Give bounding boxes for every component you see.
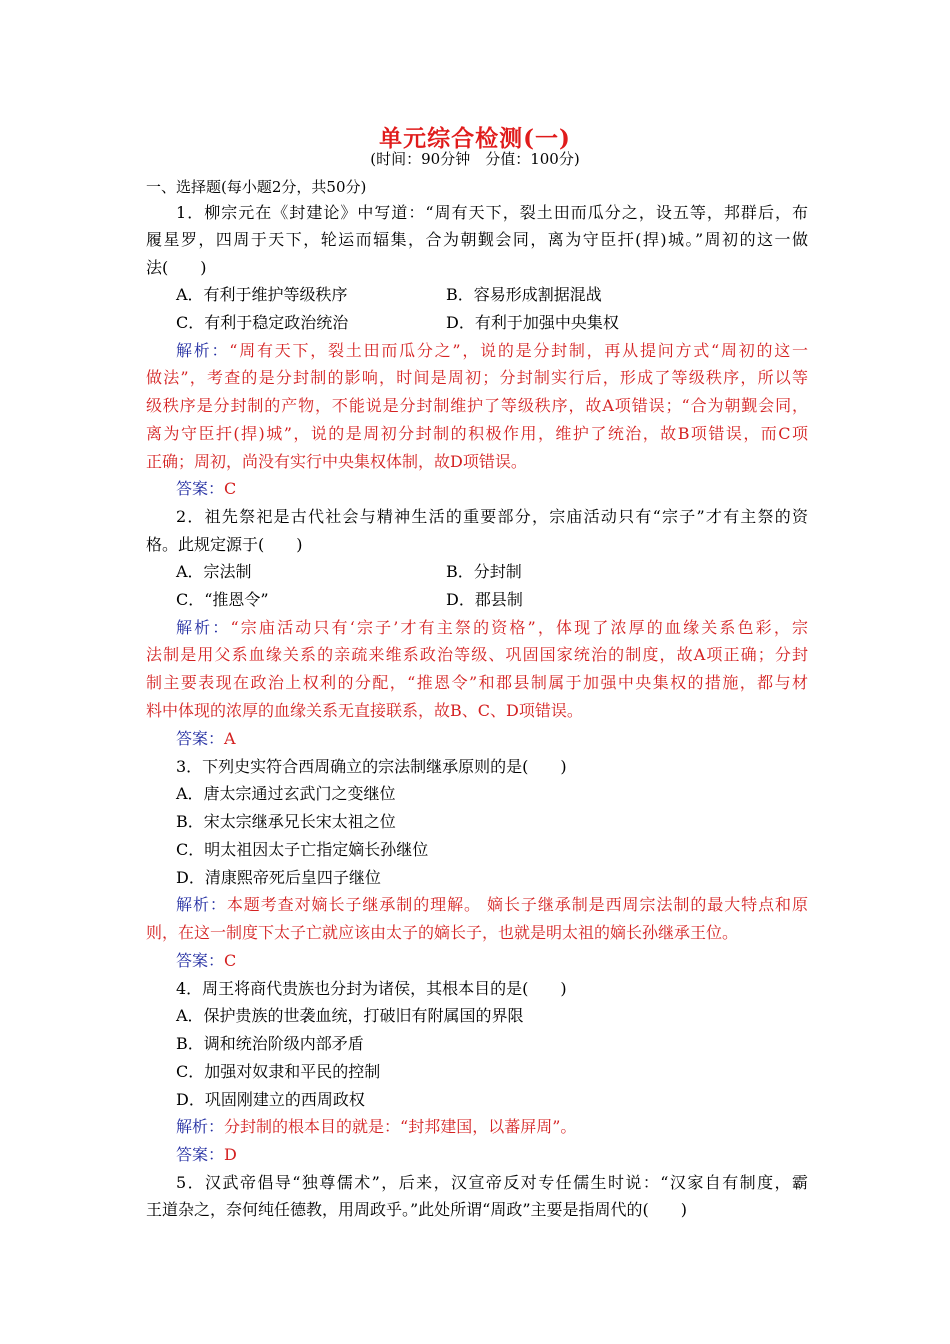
analysis-text: 分封制的根本目的就是：“封邦建国，以蕃屏周”。 <box>224 1117 577 1136</box>
q3-option-a: A．唐太宗通过玄武门之变继位 <box>176 784 396 803</box>
q1-analysis <box>176 341 808 361</box>
q1-option-c: C．有利于稳定政治统治 <box>176 313 349 332</box>
analysis-label: 解析： <box>176 895 227 914</box>
q4-stem-line: 4．周王将商代贵族也分封为诸侯，其根本目的是( ) <box>176 979 567 998</box>
q4-answer <box>176 1145 237 1165</box>
q2-option-a: A．宗法制 <box>176 562 252 581</box>
answer-value: A <box>224 729 236 748</box>
q3-option-c: C．明太祖因太子亡指定嫡长孙继位 <box>176 840 429 859</box>
q3-analysis <box>176 895 808 915</box>
analysis-text: 制主要表现在政治上权利的分配，“推恩令”和郡县制属于加强中央集权的措施，都与材 <box>146 673 808 692</box>
answer-label: 答案： <box>176 951 225 970</box>
q4-analysis <box>176 1117 576 1137</box>
q1-option-d: D．有利于加强中央集权 <box>446 313 619 332</box>
answer-value: D <box>224 1145 237 1164</box>
q2-analysis <box>176 618 808 638</box>
q2-option-d: D．郡县制 <box>446 590 523 609</box>
q2-stem-line: 2．祖先祭祀是古代社会与精神生活的重要部分，宗庙活动只有“宗子”才有主祭的资 <box>176 507 808 526</box>
page-title: 单元综合检测(一) <box>379 125 571 152</box>
q4-option-d: D．巩固刚建立的西周政权 <box>176 1090 365 1109</box>
analysis-text: 做法”，考查的是分封制的影响，时间是周初；分封制实行后，形成了等级秩序，所以等 <box>146 368 808 387</box>
analysis-text: 级秩序是分封制的产物，不能说是分封制维护了等级秩序，故A项错误；“合为朝觐会同， <box>146 396 808 415</box>
q4-option-c: C．加强对奴隶和平民的控制 <box>176 1062 381 1081</box>
q1-stem-line: 履星罗，四周于天下，轮运而辐集，合为朝觐会同，离为守臣扞(捍)城。”周初的这一做 <box>146 230 808 249</box>
analysis-text: 离为守臣扞(捍)城”，说的是周初分封制的积极作用，维护了统治，故B项错误，而C项 <box>146 424 808 443</box>
analysis-text: 法制是用父系血缘关系的亲疏来维系政治等级、巩固国家统治的制度，故A项正确；分封 <box>146 645 808 664</box>
q1-option-a: A．有利于维护等级秩序 <box>176 285 348 304</box>
q5-stem-line: 王道杂之，奈何纯任德教，用周政乎。”此处所谓“周政”主要是指周代的( ) <box>146 1200 688 1219</box>
answer-value: C <box>224 951 237 970</box>
q2-option-c: C．“推恩令” <box>176 590 269 609</box>
answer-label: 答案： <box>176 729 225 748</box>
q2-answer <box>176 729 236 749</box>
q1-stem-line: 1．柳宗元在《封建论》中写道：“周有天下，裂土田而瓜分之，设五等，邦群后，布 <box>176 203 808 222</box>
q3-option-b: B．宋太宗继承兄长宋太祖之位 <box>176 812 396 831</box>
analysis-label: 解析： <box>176 1117 225 1136</box>
exam-info: (时间：90分钟 分值：100分) <box>370 150 580 168</box>
q1-answer <box>176 479 236 499</box>
q3-option-d: D．清康熙帝死后皇四子继位 <box>176 868 381 887</box>
analysis-text: “宗庙活动只有‘宗子’才有主祭的资格”，体现了浓厚的血缘关系色彩，宗 <box>230 618 808 637</box>
q4-option-b: B．调和统治阶级内部矛盾 <box>176 1034 364 1053</box>
q4-option-a: A．保护贵族的世袭血统，打破旧有附属国的界限 <box>176 1006 524 1025</box>
q1-option-b: B．容易形成割据混战 <box>446 285 602 304</box>
q2-option-b: B．分封制 <box>446 562 522 581</box>
analysis-text: 本题考查对嫡长子继承制的理解。 嫡长子继承制是西周宗法制的最大特点和原 <box>226 895 808 914</box>
analysis-label: 解析： <box>176 341 230 360</box>
analysis-text: “周有天下，裂土田而瓜分之”，说的是分封制，再从提问方式“周初的这一 <box>229 341 808 360</box>
answer-label: 答案： <box>176 1145 225 1164</box>
answer-label: 答案： <box>176 479 225 498</box>
analysis-text: 则，在这一制度下太子亡就应该由太子的嫡长子，也就是明太祖的嫡长孙继承王位。 <box>146 923 739 942</box>
q5-stem-line: 5．汉武帝倡导“独尊儒术”，后来，汉宣帝反对专任儒生时说：“汉家自有制度，霸 <box>176 1173 808 1192</box>
section-heading: 一、选择题(每小题2分，共50分) <box>146 178 367 196</box>
q3-answer <box>176 951 236 971</box>
analysis-label: 解析： <box>176 618 231 637</box>
q2-stem-line: 格。此规定源于( ) <box>146 535 303 554</box>
analysis-text: 正确；周初，尚没有实行中央集权体制，故D项错误。 <box>146 452 527 471</box>
q3-stem-line: 3．下列史实符合西周确立的宗法制继承原则的是( ) <box>176 757 567 776</box>
analysis-text: 料中体现的浓厚的血缘关系无直接联系，故B、C、D项错误。 <box>146 701 583 720</box>
answer-value: C <box>224 479 237 498</box>
q1-stem-line: 法( ) <box>146 258 207 277</box>
